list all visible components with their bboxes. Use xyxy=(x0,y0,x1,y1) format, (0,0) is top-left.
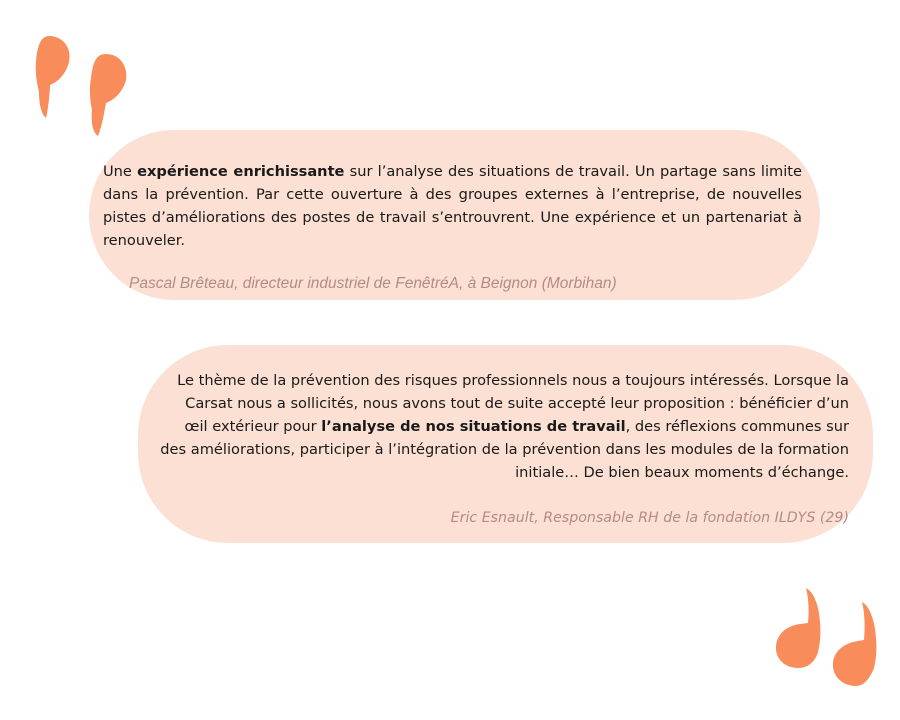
testimonial-author: Pascal Brêteau, directeur industriel de FenêtréA, à Beignon (Morbihan) xyxy=(129,275,617,292)
closing-quote-icon xyxy=(770,582,888,692)
testimonial-author: Eric Esnault, Responsable RH de la fondation ILDYS (29) xyxy=(450,510,849,526)
testimonial-quote: Une expérience enrichissante sur l’analyse des situations de travail. Un partage sans limite dans la prévention. Par cette ouverture à des groupes externes à l’entreprise, de nouvelles pistes d’améliorations des postes de travail s’entrouvrent. Une expérience et un partenariat à renouveler. xyxy=(103,163,802,249)
highlight-text: expérience enrichissante xyxy=(137,163,345,180)
testimonial-card xyxy=(89,130,820,300)
highlight-text: l’analyse de nos situations de travail xyxy=(321,418,626,435)
opening-quote-icon xyxy=(14,28,134,140)
testimonial-card xyxy=(138,345,873,543)
testimonial-quote: Le thème de la prévention des risques professionnels nous a toujours intéressés. Lorsque la Carsat nous a sollicités, nous avons tout de suite accepté leur proposition : bénéficier d’un œil extérieur pour l’analyse de nos situations de travail, des réflexions communes sur des améliorations, participer à l’intégration de la prévention dans les modules de la formation initiale… De bien beaux moments d’échange. xyxy=(160,372,849,481)
